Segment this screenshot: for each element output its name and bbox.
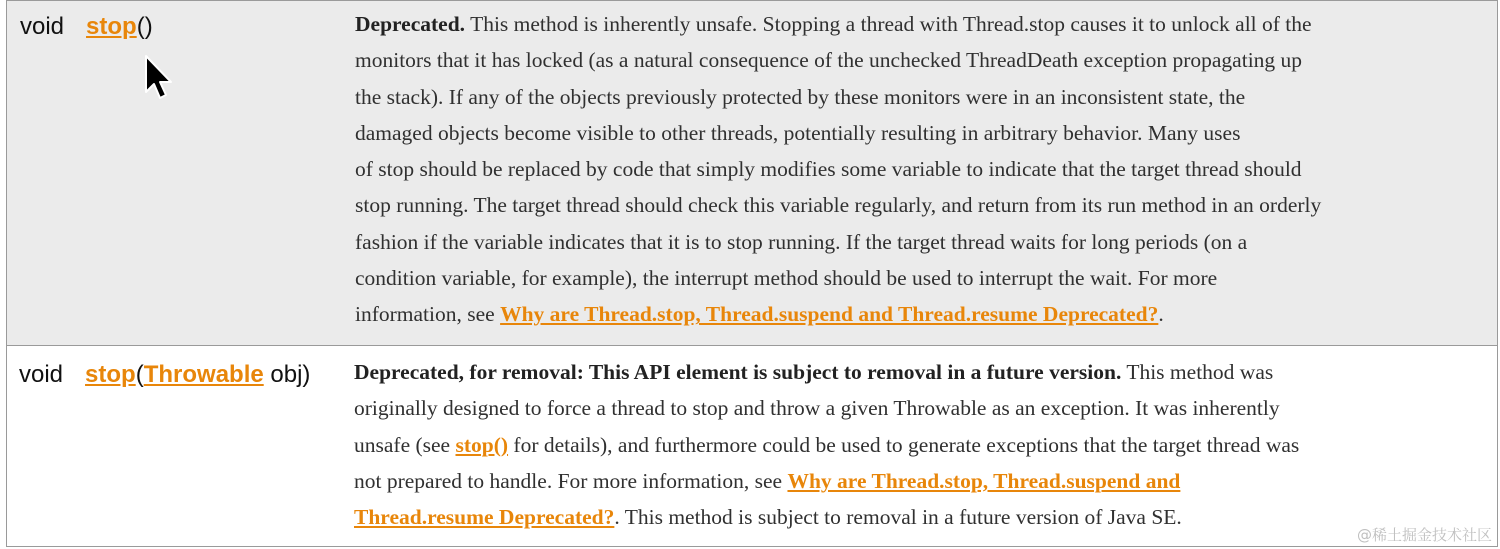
arrow-cursor-icon	[140, 52, 180, 106]
description-line: stop running. The target thread should check this variable regularly, and return from its run method in an orderly	[355, 193, 1322, 218]
deprecation-faq-link-continued[interactable]: Thread.resume Deprecated?	[354, 505, 615, 530]
deprecation-faq-link[interactable]: Why are Thread.stop, Thread.suspend and Thread.resume Deprecated?	[500, 302, 1159, 327]
params-close: )	[144, 13, 153, 40]
params-open: (	[135, 361, 144, 388]
description-line: fashion if the variable indicates that it is to stop running. If the target thread waits for long periods (on a	[355, 229, 1248, 254]
description-line: Thread.resume Deprecated?. This method is subject to removal in a future version of Java SE.	[354, 505, 1182, 530]
deprecation-faq-link[interactable]: Why are Thread.stop, Thread.suspend and	[787, 468, 1181, 493]
description-line: Deprecated. This method is inherently unsafe. Stopping a thread with Thread.stop causes it to unlock all of the	[355, 12, 1312, 36]
description-line: Deprecated, for removal: This API element is subject to removal in a future version. This method was	[354, 360, 1274, 384]
table-row	[7, 0, 1497, 346]
description-line: of stop should be replaced by code that simply modifies some variable to indicate that the target thread should	[355, 157, 1302, 182]
return-type: void	[20, 13, 65, 40]
method-signature	[19, 361, 310, 389]
method-description	[354, 354, 1492, 535]
description-line: information, see Why are Thread.stop, Thread.suspend and Thread.resume Deprecated?.	[355, 302, 1164, 327]
param-name: obj)	[263, 361, 311, 388]
method-signature	[20, 13, 153, 41]
deprecated-label: Deprecated.	[355, 12, 466, 36]
description-line: the stack). If any of the objects previously protected by these monitors were in an inconsistent state, the	[355, 84, 1246, 109]
description-line: unsafe (see stop() for details), and furthermore could be used to generate exceptions that the target thread was	[354, 432, 1300, 457]
stop-method-link[interactable]: stop()	[455, 432, 509, 457]
description-line: not prepared to handle. For more information, see Why are Thread.stop, Thread.suspend and	[354, 468, 1181, 493]
deprecated-label: Deprecated, for removal: This API element is subject to removal in a future version.	[354, 360, 1122, 384]
watermark: @稀土掘金技术社区	[1356, 526, 1492, 544]
description-line: originally designed to force a thread to stop and throw a given Throwable as an exception. It was inherently	[354, 396, 1280, 421]
method-link-stop-throwable[interactable]: stop	[85, 361, 136, 388]
params-open: (	[136, 13, 145, 40]
description-line: monitors that it has locked (as a natural consequence of the unchecked ThreadDeath exception propagating up	[355, 48, 1303, 73]
method-link-stop[interactable]: stop	[86, 13, 137, 40]
description-line: damaged objects become visible to other threads, potentially resulting in arbitrary behavior. Many uses	[355, 120, 1241, 145]
description-line: condition variable, for example), the interrupt method should be used to interrupt the wait. For more	[355, 266, 1218, 291]
return-type: void	[19, 361, 64, 388]
param-type-link-throwable[interactable]: Throwable	[143, 361, 264, 388]
method-description	[355, 6, 1493, 333]
